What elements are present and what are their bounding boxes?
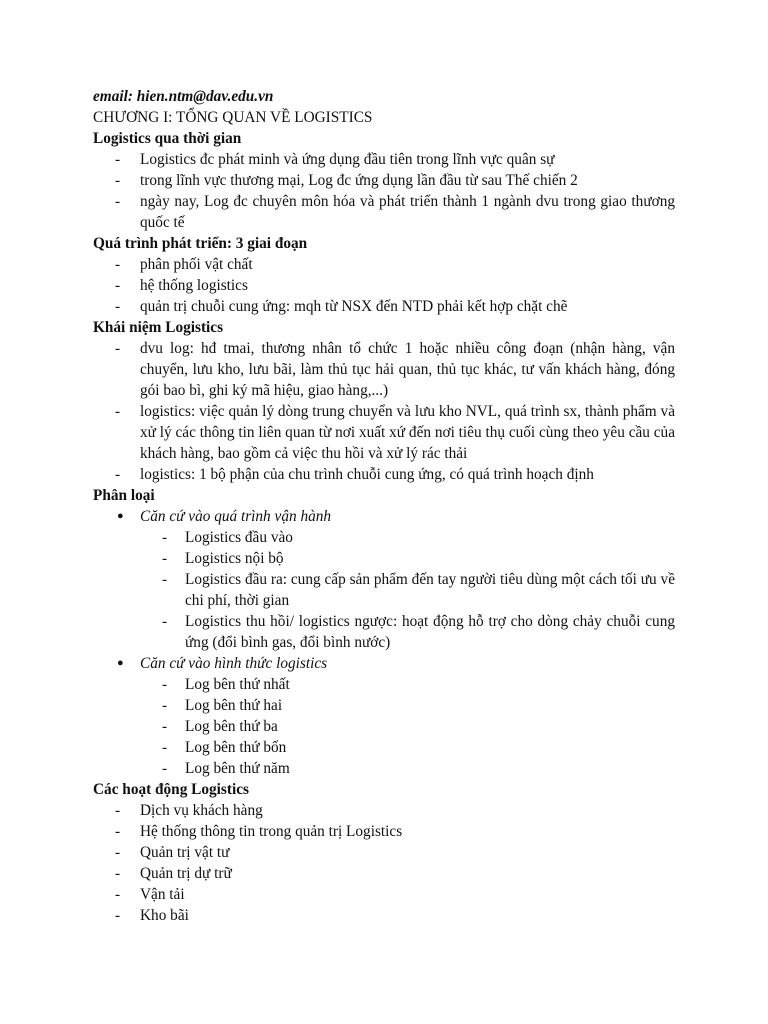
classification-sublist: [140, 527, 675, 653]
list-item: - trong lĩnh vực thương mại, Log đc ứng dụng lần đầu từ sau Thế chiến 2: [93, 170, 675, 191]
concept-list: [93, 338, 675, 485]
list-item: - Dịch vụ khách hàng: [93, 800, 675, 821]
list-item: - Logistics đầu vào: [140, 527, 675, 548]
group-label: Căn cứ vào hình thức logistics: [140, 655, 328, 672]
document-content: [93, 86, 675, 926]
section-heading-development: Quá trình phát triển: 3 giai đoạn: [93, 235, 308, 252]
list-item: - hệ thống logistics: [93, 275, 675, 296]
classification-list: [93, 506, 675, 779]
list-item: - Logistics nội bộ: [140, 548, 675, 569]
list-item: - logistics: 1 bộ phận của chu trình chuỗi cung ứng, có quá trình hoạch định: [93, 464, 675, 485]
classification-sublist: [140, 674, 675, 779]
list-item: - Log bên thứ hai: [140, 695, 675, 716]
group-label: Căn cứ vào quá trình vận hành: [140, 508, 332, 525]
list-item: - Logistics đầu ra: cung cấp sản phẩm đến tay người tiêu dùng một cách tối ưu về chi phí, thời gian: [140, 569, 675, 611]
activities-list: [93, 800, 675, 926]
list-item: - Log bên thứ năm: [140, 758, 675, 779]
history-list: [93, 149, 675, 233]
section-heading-classification: Phân loại: [93, 487, 155, 504]
section-heading-activities: Các hoạt động Logistics: [93, 781, 249, 798]
list-item: - Logistics đc phát minh và ứng dụng đầu tiên trong lĩnh vực quân sự: [93, 149, 675, 170]
development-list: [93, 254, 675, 317]
list-item: - Quản trị dự trữ: [93, 863, 675, 884]
list-item: - Hệ thống thông tin trong quản trị Logistics: [93, 821, 675, 842]
list-item: - ngày nay, Log đc chuyên môn hóa và phát triển thành 1 ngành dvu trong giao thương quốc tế: [93, 191, 675, 233]
bullet-icon: ●: [117, 657, 124, 669]
classification-group: [93, 653, 675, 779]
list-item: - quản trị chuỗi cung ứng: mqh từ NSX đến NTD phải kết hợp chặt chẽ: [93, 296, 675, 317]
list-item: - Kho bãi: [93, 905, 675, 926]
section-heading-concept: Khái niệm Logistics: [93, 319, 224, 336]
list-item: - Log bên thứ nhất: [140, 674, 675, 695]
list-item: - Logistics thu hồi/ logistics ngược: hoạt động hỗ trợ cho dòng chảy chuỗi cung ứng (đổi bình gas, đổi bình nước): [140, 611, 675, 653]
section-heading-history: Logistics qua thời gian: [93, 130, 242, 147]
list-item: - Vận tải: [93, 884, 675, 905]
list-item: - Quản trị vật tư: [93, 842, 675, 863]
list-item: - logistics: việc quản lý dòng trung chuyển và lưu kho NVL, quá trình sx, thành phẩm và xử lý các thông tin liên quan từ nơi xuất xứ đến nơi tiêu thụ cuối cùng theo yêu cầu của khách hàng, bao gồm cả việc thu hồi và xử lý rác thải: [93, 401, 675, 464]
bullet-icon: ●: [117, 510, 124, 522]
list-item: - dvu log: hđ tmai, thương nhân tổ chức 1 hoặc nhiều công đoạn (nhận hàng, vận chuyển, lưu kho, lưu bãi, làm thủ tục hải quan, thủ tục khác, tư vấn khách hàng, đóng gói bao bì, ghi ký mã hiệu, giao hàng,...): [93, 338, 675, 401]
classification-group: [93, 506, 675, 653]
list-item: - Log bên thứ bốn: [140, 737, 675, 758]
chapter-title: CHƯƠNG I: TỔNG QUAN VỀ LOGISTICS: [93, 109, 373, 126]
author-email: email: hien.ntm@dav.edu.vn: [93, 88, 274, 105]
list-item: - Log bên thứ ba: [140, 716, 675, 737]
list-item: - phân phối vật chất: [93, 254, 675, 275]
